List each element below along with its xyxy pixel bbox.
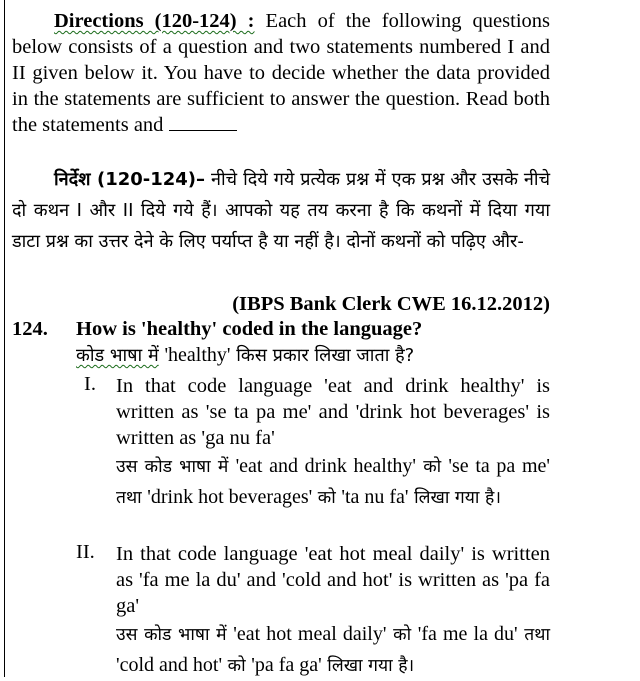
statement-1-english: In that code language 'eat and drink healthy' is written as 'se ta pa me' and 'drink hot beverages' is written as 'ga nu fa'	[116, 375, 550, 449]
statement-2-latin-4: 'pa fa ga'	[251, 654, 322, 676]
statement-1	[116, 373, 550, 513]
directions-hindi-heading: निर्देश (120-124)–	[54, 169, 206, 190]
statement-2-latin-3: 'cold and hot'	[116, 654, 223, 676]
statement-1-hindi	[116, 451, 550, 513]
statement-2-hindi-4: को	[227, 656, 246, 676]
left-margin-rule	[4, 0, 5, 677]
statement-2-hindi-2: को	[393, 625, 412, 645]
statement-1-hindi-1: उस कोड भाषा में	[116, 457, 229, 477]
statement-1-latin-4: 'ta nu fa'	[341, 486, 409, 508]
statement-2-hindi-1: उस कोड भाषा में	[116, 625, 227, 645]
directions-hindi-text: नीचे दिये गये प्रत्येक प्रश्न में एक प्रश्न और उसके नीचे दो कथन I और II दिये गये हैं। आपको यह तय करना है कि कथनों में दिया गया डाटा प्रश्न का उत्तर देने के लिए पर्याप्त है या नहीं है। दोनों कथनों को पढ़िए और-	[12, 169, 550, 252]
statement-2-hindi	[116, 619, 550, 681]
question-hindi-a: कोड भाषा में	[76, 345, 159, 366]
question-hindi-b: किस प्रकार लिखा जाता है?	[236, 345, 415, 366]
source-citation: (IBPS Bank Clerk CWE 16.12.2012)	[232, 293, 550, 315]
question-english: How is 'healthy' coded in the language?	[76, 318, 423, 340]
question-number: 124.	[12, 318, 48, 340]
directions-english	[12, 8, 550, 138]
statement-2-latin-1: 'eat hot meal daily'	[233, 623, 387, 645]
directions-hindi	[12, 164, 550, 257]
statement-2-label: II.	[76, 541, 95, 563]
statement-1-hindi-5: लिखा गया है।	[414, 488, 501, 508]
statement-1-hindi-4: को	[317, 488, 336, 508]
statement-2	[116, 541, 550, 681]
statement-1-hindi-2: को	[423, 457, 442, 477]
answer-blank	[169, 114, 237, 131]
statement-2-hindi-5: लिखा गया है।	[327, 656, 415, 676]
question-hindi-word: 'healthy'	[164, 344, 231, 366]
statement-1-hindi-3: तथा	[116, 488, 142, 508]
directions-heading: Directions (120-124) :	[54, 10, 255, 32]
question-hindi	[76, 341, 414, 370]
statement-2-latin-2: 'fa me la du'	[417, 623, 518, 645]
statement-1-latin-2: 'se ta pa me'	[448, 455, 550, 477]
directions-english-text: Each of the following questions below consists of a question and two statements numbered I and II given below it. You have to decide whether the data provided in the statements are sufficient to answer the question. Read both the statements and	[12, 10, 550, 136]
statement-2-english: In that code language 'eat hot meal daily' is written as 'fa me la du' and 'cold and hot' is written as 'pa fa ga'	[116, 543, 550, 617]
statement-2-hindi-3: तथा	[524, 625, 550, 645]
statement-1-latin-1: 'eat and drink healthy'	[235, 455, 416, 477]
statement-1-label: I.	[84, 373, 96, 395]
statement-1-latin-3: 'drink hot beverages'	[147, 486, 313, 508]
